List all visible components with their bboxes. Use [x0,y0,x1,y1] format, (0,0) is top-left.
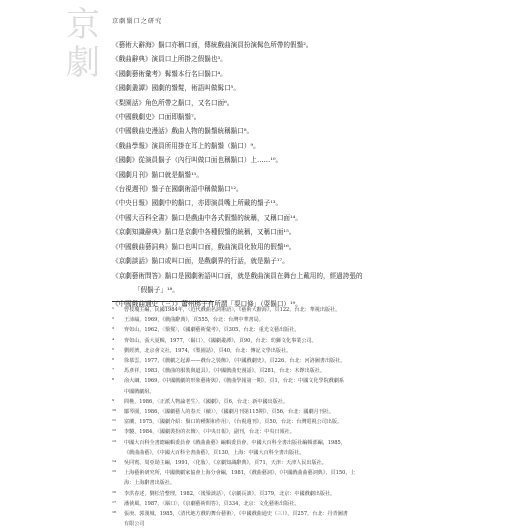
footnote [112,427,412,437]
footnote-number: ¹ [112,307,115,313]
footnote [112,305,412,315]
footnote-continuation [112,478,412,488]
seal-watermark [58,6,108,84]
footnote [112,458,412,468]
footnote-text: 中國戲劇組。 [124,388,155,395]
footnote-text: 劉經濟，北京會文社，1974，《梨園話》，頁40，台北：傳記文學出版社。 [124,347,292,354]
footnote-number: ⁶ [112,358,115,365]
definition-entry: 《戲曲辭典》演員口上所掛之假鬍也³。 [112,55,227,64]
footnote [112,325,412,335]
running-head: 京劇鬚口之研究 [112,18,163,25]
definition-entry: 《中央日報》國劇中的鬍口，亦即演員嘴上所戴的鬚子¹³。 [112,199,283,208]
footnote [112,499,412,509]
definition-entry: 《中國大百科全書》鬍口是戲曲中各式假鬚的統稱，又稱口面¹⁴。 [112,213,302,222]
footnote-number: ⁸ [112,378,115,385]
definition-entry: 《京劇談話》鬍口或叫口面，是戲劇界的行話，就是鬍子¹⁷。 [112,257,289,266]
definition-entry: 《國劇藝術彙考》髯鬚本行名曰鬍口⁴。 [112,69,227,78]
footnote-number: ¹³ [112,439,117,446]
footnote-text: 潘俠風，1987，〈鬍口〉，《京劇藝術問答》，頁334，北京：文化藝術出版社。 [124,500,300,507]
definition-entry: 《京劇藝術問答》鬍口是國劇術語叫口面，就是戲曲演員在舞台上戴用的，經過誇張的 [112,271,363,280]
definition-entry: 《中國戲曲史漫話》戲曲人物的鬍鬚統稱鬍口⁸。 [112,127,254,136]
footnote-number: ¹⁶ [112,490,117,497]
footnote [112,417,412,427]
definition-entry: 《藝術大辭海》鬍口亦稱口面，傳統戲曲演員扮演髯色所帶的假鬚²。 [112,41,313,49]
footnote [112,356,412,366]
definition-entry: 《中國戲劇史》口面即鬍鬚⁷。 [112,113,201,122]
footnote-text: 富蘭，1975，〈國劇介紹：鬚口的種類和作用〉，《台視週刊》，頁50，台北：台灣電視公司出版。 [124,419,343,426]
footnote-continuation [112,519,412,529]
definition-entry: 《戲曲學報》演員所用掛在耳上的鬍鬚（鬍口）⁹。 [112,141,260,150]
seal-text: 京劇 [66,5,100,83]
footnote [112,438,412,448]
footnote-rule [112,301,214,302]
footnote [112,468,412,478]
footnote-number: ⁷ [112,368,115,375]
footnote-text: 海：上海辭書出版社。 [124,480,175,487]
footnote-text: 齊如山，張大夏輯，1977，〈鬍口〉，《國劇叢譚》，頁90，台北：幼獅文化事業公司。 [124,337,317,344]
footnote-text: 馬彥祥，1983，《戲曲的服裝與道具》，《中國戲曲史漫話》，頁281，台北：木鐸出版社。 [124,368,325,375]
footnote-text: 王沛綸，1969，《戲曲辭典》，頁555，台北：台灣中華書局。 [124,317,264,324]
footnote [112,509,412,519]
footnote [112,407,412,417]
footnote [112,489,412,499]
footnote-number: ¹⁴ [112,460,117,467]
footnote-number: ¹⁰ [112,409,117,416]
definition-list [112,38,402,312]
footnote-text: 李驍，1984，〈國劇裝扮的衣飾〉，《中央日報》，副刊，台北：中央日報社。 [124,429,295,436]
footnote-number: ¹⁸ [112,511,117,518]
footnote-text: 有限公司 [124,521,145,528]
footnote-number: ⁹ [112,398,115,405]
footnote-text: 徐慕雲，1977，《戲劇之起源——戲台之裝飾》，《中國戲劇史》，頁226，台北：河洛圖書出版社。 [124,358,346,365]
definition-entry: 《國劇叢譚》國劇的鬚髮，術語叫做髯口⁵。 [112,84,240,93]
footnote-number: ¹⁵ [112,470,117,477]
footnote [112,336,412,346]
footnote [112,448,412,458]
footnote-number: ¹⁷ [112,500,117,507]
footnote-list [112,305,412,529]
footnote [112,315,412,325]
footnote-text: 俞大綱，1969，《中國戲劇的形象藝術與》，《戲曲學報第一期》，頁1，台北：中國文化學院戲劇系 [124,378,344,385]
definition-entry: 《京劇知識辭典》鬍口是京劇中各種假鬚的統稱，又稱口面¹⁵。 [112,228,296,237]
footnote-text: 中國大百科全書總編輯委員會《戲曲曲藝》編輯委員會，中國大百科全書出版社編輯部編，1985， [124,439,346,446]
footnote-number: ¹² [112,429,117,436]
definition-entry: 《中國戲曲通史（三）》蕭州梆子有所謂「耍口條」（耍鬍口）¹⁹。 [112,300,302,309]
definition-entry: 《梨園話》角色所帶之鬍口，又名口面⁶。 [112,98,234,107]
footnote [112,346,412,356]
footnote-text: 問樵，1986，〈正派人物論老生〉，《國劇》，頁6，台北：新中國出版社。 [124,398,288,405]
footnote [112,376,412,386]
footnote [112,366,412,376]
footnote-number: ⁵ [112,347,115,354]
footnote-continuation [112,387,412,397]
footnote-text: 曾枝瓊主編，民國1984年，〈近代戲曲名詞術語〉，《藝術大辭海》，頁122，台北：華視出版社。 [124,307,341,313]
definition-entry: 《國劇》從演員鬍子（內行叫做口面也稱鬍口）上……¹⁰。 [112,156,283,165]
footnote-number: ¹¹ [112,419,117,426]
definition-entry-continuation: 「假鬍子」¹⁸。 [134,285,179,294]
footnote-text: 《戲曲曲藝》，《中國大百科全書曲藝》，頁130，上海：中國大百科全書出版社。 [124,449,305,456]
definition-entry: 《國劇月刊》鬍口就是鬍鬚¹¹。 [112,170,204,179]
footnote-text: 鄒琴園，1986，〈國劇藝人的春天（續）〉，《國劇月刊第115期》，頁56，台北：國劇月刊社。 [124,409,334,416]
footnote-text: 吳同賓、周亞勛主編，1991，〈化妝〉，《京劇知識辭典》，頁71，天津：天津人民出版社。 [124,460,327,467]
footnote-number: ³ [112,327,115,334]
footnote-text: 張庚、郭漢城，1985，〈清代地方戲的舞台藝術〉，《中國戲曲通史（三）》，頁257，台北：丹青圖書 [124,511,348,518]
footnote [112,397,412,407]
definition-entry: 《中國戲曲藝詞典》鬍口也叫口面，戲曲演員化妝用的假鬚¹⁶。 [112,242,296,251]
footnote-number: ⁴ [112,337,115,344]
footnote-text: 李洪春述，劉松岩整理，1982，〈後鬚談話〉，《京劇長談》，頁379，北京：中國戲劇出版社。 [124,490,336,497]
footnote-text: 上海藝術研究所，中國戲劇家協會上海分會編，1981，《戲曲藝詞》，《中國戲曲曲藝詞典》，頁150，上 [124,470,356,477]
footnote-number: ² [112,317,115,324]
definition-entry: 《台視週刊》鬚子在國劇術語中稱做鬍口¹²。 [112,185,243,194]
footnote-text: 齊如山，1962，〈鬚髮〉，《國劇藝術彙考》，頁305，台北：重光文藝出版社。 [124,327,300,334]
